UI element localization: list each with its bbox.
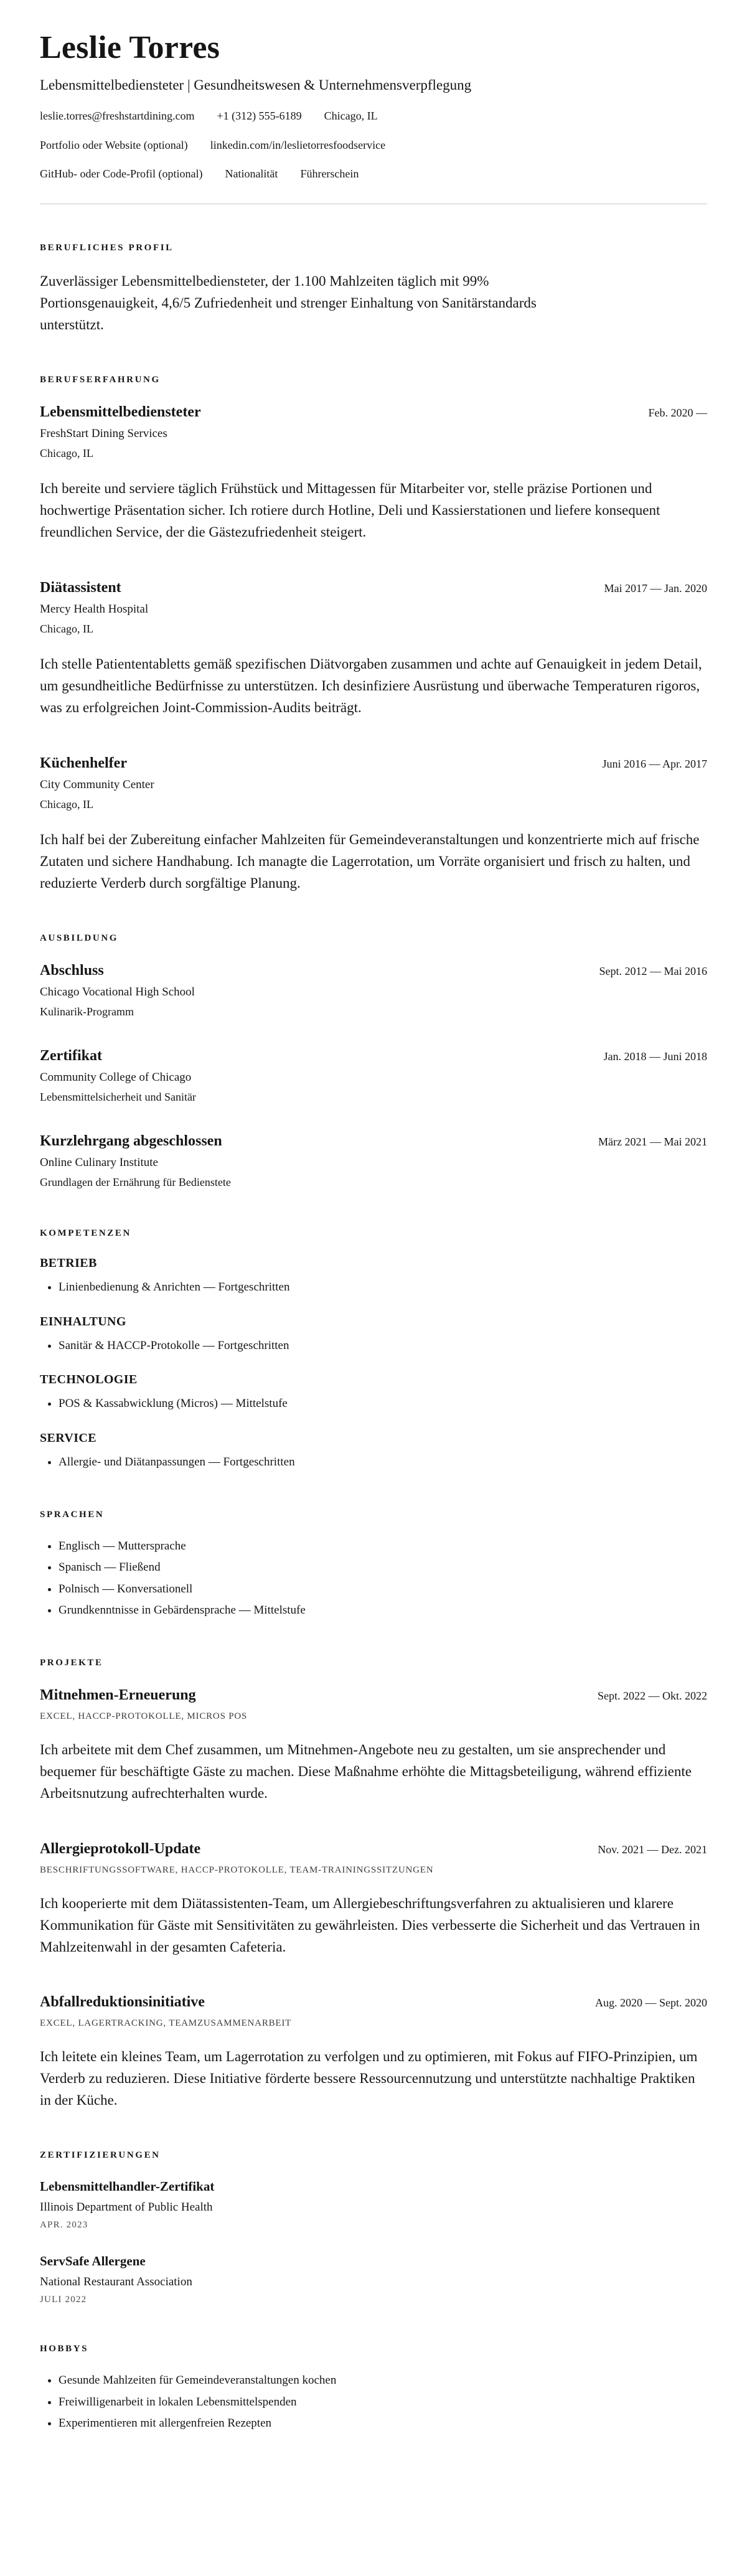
- section-heading-profile: BERUFLICHES PROFIL: [40, 243, 174, 253]
- project-entry: [40, 1686, 707, 1805]
- certification-entry: [40, 2253, 707, 2305]
- hobby-item: • Freiwilligenarbeit in lokalen Lebensmittelspenden: [59, 2394, 707, 2411]
- section-hobbies: [40, 2344, 707, 2432]
- section-education: [40, 933, 707, 1190]
- project-description: Ich kooperierte mit dem Diätassistenten-Team, um Allergiebeschriftungsverfahren zu aktualisieren und klarere Kommunikation für Gäste mit Sensitivitäten zu gewährleisten. Dies verbesserte die Sicherheit und das Vertrauen in Mahlzeitenwahl in der gesamten Cafeteria.: [40, 1895, 700, 1955]
- skills-list: [40, 1454, 707, 1471]
- education-school: Community College of Chicago: [40, 1071, 192, 1084]
- job-dates: Juni 2016 — Apr. 2017: [602, 758, 707, 771]
- language-item: • Spanisch — Fließend: [59, 1559, 707, 1576]
- job-title: Küchenhelfer: [40, 755, 127, 772]
- hobby-item: • Gesunde Mahlzeiten für Gemeindeveranstaltungen kochen: [59, 2372, 707, 2389]
- skills-category-name: SERVICE: [40, 1431, 97, 1445]
- job-dates: Feb. 2020 —: [648, 407, 707, 420]
- job-entry: [40, 403, 707, 543]
- project-description: Ich arbeitete mit dem Chef zusammen, um Mitnehmen-Angebote neu zu gestalten, um sie ansprechender und bequemer für beschäftigte Gäste zu machen. Diese Maßnahme erhöhte die Mittagsbeteiligung, während effiziente Arbeitsnutzung aufrechterhalten wurde.: [40, 1741, 692, 1801]
- project-title: Abfallreduktionsinitiative: [40, 1994, 205, 2011]
- job-title: Lebensmittelbediensteter: [40, 404, 201, 421]
- job-entry: [40, 754, 707, 895]
- language-item: • Englisch — Muttersprache: [59, 1538, 707, 1555]
- contact-location: Chicago, IL: [324, 110, 378, 123]
- section-skills: [40, 1228, 707, 1470]
- job-entry-head: [40, 578, 707, 597]
- skills-category-name: TECHNOLOGIE: [40, 1373, 138, 1387]
- contact-github: GitHub- oder Code-Profil (optional): [40, 167, 203, 181]
- education-detail: Grundlagen der Ernährung für Bedienstete: [40, 1175, 231, 1188]
- education-dates: Sept. 2012 — Mai 2016: [599, 965, 707, 978]
- certification-issuer: National Restaurant Association: [40, 2275, 192, 2288]
- section-heading-languages: SPRACHEN: [40, 1509, 105, 1520]
- education-entry: [40, 1132, 707, 1190]
- job-location: Chicago, IL: [40, 447, 93, 459]
- contact-row-2: [40, 138, 707, 153]
- skills-list: [40, 1395, 707, 1413]
- section-heading-certifications: ZERTIFIZIERUNGEN: [40, 2150, 161, 2161]
- language-item: • Polnisch — Konversationell: [59, 1581, 707, 1598]
- skills-category: [40, 1373, 707, 1413]
- project-dates: Aug. 2020 — Sept. 2020: [595, 1996, 707, 2010]
- section-heading-education: AUSBILDUNG: [40, 933, 119, 944]
- job-title: Diätassistent: [40, 580, 121, 596]
- language-item: • Grundkenntnisse in Gebärdensprache — Mittelstufe: [59, 1602, 707, 1619]
- skill-item: • POS & Kassabwicklung (Micros) — Mittelstufe: [59, 1395, 707, 1413]
- job-description: Ich half bei der Zubereitung einfacher Mahlzeiten für Gemeindeveranstaltungen und konzentrierte mich auf frische Zutaten und sichere Handhabung. Ich managte die Lagerrotation, um Vorräte organisiert und frisch zu halten, und reduzierte Verderb durch sorgfältige Planung.: [40, 832, 700, 891]
- job-company: City Community Center: [40, 778, 154, 792]
- section-heading-skills: KOMPETENZEN: [40, 1228, 131, 1239]
- job-company: Mercy Health Hospital: [40, 603, 149, 616]
- job-entry-head: [40, 403, 707, 421]
- profile-text: Zuverlässiger Lebensmittelbediensteter, der 1.100 Mahlzeiten täglich mit 99% Portionsgenauigkeit, 4,6/5 Zufriedenheit und strenger Einhaltung von Sanitärstandards unterstützt.: [40, 273, 537, 333]
- skills-category-name: BETRIEB: [40, 1256, 97, 1271]
- contact-linkedin: linkedin.com/in/leslietorresfoodservice: [210, 138, 386, 151]
- project-entry: [40, 1993, 707, 2112]
- education-dates: Jan. 2018 — Juni 2018: [603, 1050, 707, 1063]
- contact-nationality: Nationalität: [225, 167, 278, 181]
- certification-entry: [40, 2178, 707, 2230]
- education-entry: [40, 961, 707, 1019]
- section-languages: [40, 1510, 707, 1619]
- contact-license: Führerschein: [300, 167, 359, 181]
- person-name: Leslie Torres: [40, 30, 220, 65]
- person-title: Lebensmittelbediensteter | Gesundheitswesen & Unternehmensverpflegung: [40, 77, 472, 93]
- skill-item: • Sanitär & HACCP-Protokolle — Fortgeschritten: [59, 1337, 707, 1355]
- skills-list: [40, 1279, 707, 1296]
- languages-list: [40, 1538, 707, 1619]
- education-entry: [40, 1046, 707, 1104]
- education-school: Chicago Vocational High School: [40, 985, 195, 999]
- project-dates: Sept. 2022 — Okt. 2022: [597, 1689, 707, 1702]
- skill-item: • Linienbedienung & Anrichten — Fortgeschritten: [59, 1279, 707, 1296]
- project-dates: Nov. 2021 — Dez. 2021: [598, 1843, 707, 1856]
- education-entry-head: [40, 1046, 707, 1065]
- hobbies-list: [40, 2372, 707, 2432]
- section-heading-experience: BERUFSERFAHRUNG: [40, 375, 161, 385]
- section-experience: [40, 375, 707, 895]
- job-dates: Mai 2017 — Jan. 2020: [604, 582, 707, 595]
- certification-title: ServSafe Allergene: [40, 2254, 146, 2269]
- section-heading-projects: PROJEKTE: [40, 1657, 103, 1668]
- education-school: Online Culinary Institute: [40, 1156, 158, 1170]
- skill-item: • Allergie- und Diätanpassungen — Fortgeschritten: [59, 1454, 707, 1471]
- certification-issuer: Illinois Department of Public Health: [40, 2200, 213, 2214]
- section-profile: [40, 243, 707, 336]
- job-description: Ich stelle Patiententabletts gemäß spezifischen Diätvorgaben zusammen und achte auf Genauigkeit in jedem Detail, um gesundheitliche Bedürfnisse zu unterstützen. Ich desinfiziere Ausrüstung und überwache Temperaturen rigoros, was zu erfolgreichen Joint-Commission-Audits beiträgt.: [40, 656, 702, 716]
- skills-list: [40, 1337, 707, 1355]
- contact-portfolio: Portfolio oder Website (optional): [40, 138, 188, 151]
- certification-date: JULI 2022: [40, 2295, 87, 2305]
- education-title: Zertifikat: [40, 1048, 102, 1065]
- job-location: Chicago, IL: [40, 797, 93, 811]
- education-detail: Kulinarik-Programm: [40, 1005, 134, 1018]
- project-title: Allergieprotokoll-Update: [40, 1840, 201, 1857]
- project-entry-head: [40, 1686, 707, 1704]
- project-entry-head: [40, 1993, 707, 2011]
- project-tags: EXCEL, LAGERTRACKING, TEAMZUSAMMENARBEIT: [40, 2018, 292, 2029]
- contact-phone: +1 (312) 555-6189: [217, 110, 302, 123]
- project-entry-head: [40, 1840, 707, 1858]
- job-description: Ich bereite und serviere täglich Frühstück und Mittagessen für Mitarbeiter vor, stelle präzise Portionen und hochwertige Präsentation sicher. Ich rotiere durch Hotline, Deli und Kassierstationen und liefere konsequent freundlichen Service, der die Gästezufriedenheit steigert.: [40, 481, 660, 540]
- project-tags: BESCHRIFTUNGSSOFTWARE, HACCP-PROTOKOLLE, TEAM-TRAININGSSITZUNGEN: [40, 1864, 434, 1875]
- project-tags: EXCEL, HACCP-PROTOKOLLE, MICROS POS: [40, 1711, 248, 1721]
- skills-category: [40, 1256, 707, 1296]
- section-projects: [40, 1658, 707, 2112]
- section-heading-hobbies: HOBBYS: [40, 2344, 89, 2354]
- job-entry: [40, 578, 707, 719]
- project-description: Ich leitete ein kleines Team, um Lagerrotation zu verfolgen und zu optimieren, mit Fokus auf FIFO-Prinzipien, um Verderb zu reduzieren. Diese Initiative förderte bessere Ressourcennutzung und unterstützte nachhaltige Praktiken in der Küche.: [40, 2049, 698, 2108]
- certification-title: Lebensmittelhandler-Zertifikat: [40, 2179, 215, 2194]
- hobby-item: • Experimentieren mit allergenfreien Rezepten: [59, 2415, 707, 2432]
- contact-email: leslie.torres@freshstartdining.com: [40, 110, 195, 123]
- section-certifications: [40, 2150, 707, 2305]
- education-entry-head: [40, 1132, 707, 1150]
- project-title: Mitnehmen-Erneuerung: [40, 1686, 196, 1703]
- job-entry-head: [40, 754, 707, 773]
- project-entry: [40, 1840, 707, 1958]
- skills-category: [40, 1315, 707, 1355]
- certification-date: APR. 2023: [40, 2220, 88, 2230]
- contact-row-3: [40, 167, 707, 181]
- education-dates: März 2021 — Mai 2021: [598, 1135, 707, 1149]
- job-company: FreshStart Dining Services: [40, 427, 167, 441]
- skills-category-name: EINHALTUNG: [40, 1314, 126, 1328]
- education-detail: Lebensmittelsicherheit und Sanitär: [40, 1090, 196, 1103]
- job-location: Chicago, IL: [40, 622, 93, 635]
- education-title: Kurzlehrgang abgeschlossen: [40, 1133, 222, 1150]
- resume-header: [40, 29, 707, 181]
- education-entry-head: [40, 961, 707, 980]
- contact-row-1: [40, 109, 707, 123]
- skills-category: [40, 1431, 707, 1471]
- education-title: Abschluss: [40, 962, 104, 979]
